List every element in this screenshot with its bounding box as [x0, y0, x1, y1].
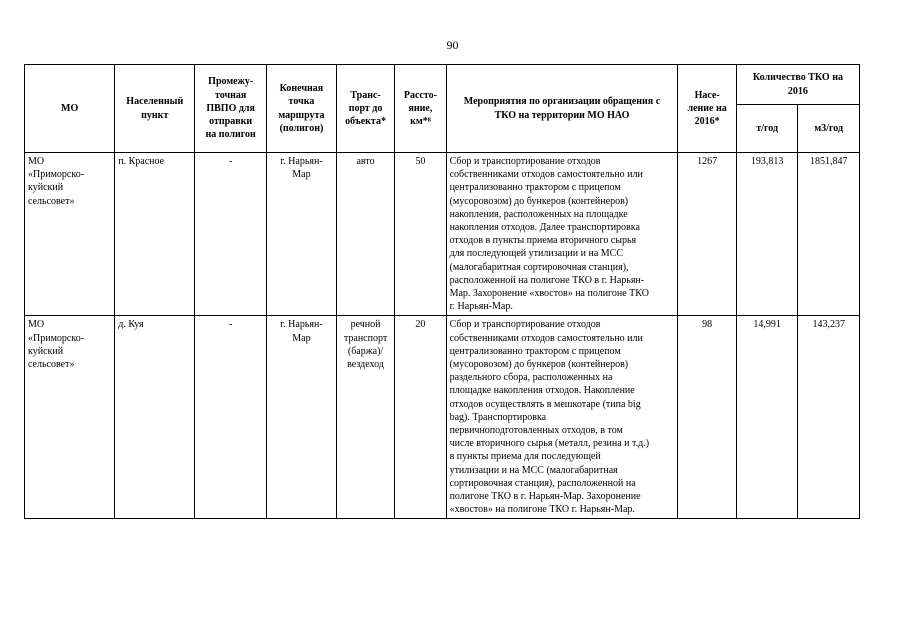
header-distance: Рассто- яние, км*⁸: [395, 65, 446, 153]
header-settlement: Населенный пункт: [115, 65, 195, 153]
header-transport: Транс- порт до объекта*: [336, 65, 394, 153]
table-row: [25, 316, 860, 519]
header-end-point: Конечная точка маршрута (полигон): [267, 65, 337, 153]
cell-settlement: п. Красное: [115, 153, 195, 316]
cell-m3: 1851,847: [798, 153, 860, 316]
cell-population: 1267: [678, 153, 736, 316]
cell-distance: 50: [395, 153, 446, 316]
cell-settlement: д. Куя: [115, 316, 195, 519]
cell-transport: авто: [336, 153, 394, 316]
waste-management-table: [24, 64, 860, 519]
cell-end-point: г. Нарьян- Мар: [267, 316, 337, 519]
header-quantity: Количество ТКО на 2016: [736, 65, 859, 105]
cell-transfer-point: -: [195, 153, 267, 316]
page-number: 90: [446, 38, 459, 52]
cell-tons: 14,991: [736, 316, 798, 519]
cell-end-point: г. Нарьян- Мар: [267, 153, 337, 316]
cell-tons: 193,813: [736, 153, 798, 316]
cell-transport: речной транспорт (баржа)/ вездеход: [336, 316, 394, 519]
cell-measures: Сбор и транспортирование отходов собственниками отходов самостоятельно или централизованно трактором с прицепом (мусоровозом) до бункеров (контейнеров) раздельного сбора, расположенных на площадке накопления отходов. Накопление отходов осуществлять в мешкотаре (типа big bag). Транспортировка первичноподготовленных отходов, в том числе вторичного сырья (металл, резина и т.д.) в пункты приема для последующей утилизации и на МСС (малогабаритная сортировочная станция), расположенной на полигоне ТКО в г. Нарьян-Мар. Захоронение «хвостов» на полигоне ТКО г. Нарьян-Мар.: [446, 316, 678, 519]
cell-transfer-point: -: [195, 316, 267, 519]
header-population: Насе- ление на 2016*: [678, 65, 736, 153]
cell-mo: МО «Приморско- куйский сельсовет»: [25, 153, 115, 316]
header-measures: Мероприятия по организации обращения с ТКО на территории МО НАО: [446, 65, 678, 153]
cell-mo: МО «Приморско- куйский сельсовет»: [25, 316, 115, 519]
cell-m3: 143,237: [798, 316, 860, 519]
table-row: [25, 153, 860, 316]
cell-measures: Сбор и транспортирование отходов собственниками отходов самостоятельно или централизованно трактором с прицепом (мусоровозом) до бункеров (контейнеров) накопления, расположенных на площадке накопления отходов. Далее транспортировка отходов в пункты приема вторичного сырья для последующей утилизации и на МСС (малогабаритная сортировочная станция), расположенной на полигоне ТКО в г. Нарьян- Мар. Захоронение «хвостов» на полигоне ТКО г. Нарьян-Мар.: [446, 153, 678, 316]
cell-population: 98: [678, 316, 736, 519]
header-m3: м3/год: [798, 105, 860, 153]
header-mo: МО: [25, 65, 115, 153]
cell-distance: 20: [395, 316, 446, 519]
header-tons: т/год: [736, 105, 798, 153]
header-transfer-point: Промежу- точная ПВПО для отправки на полигон: [195, 65, 267, 153]
